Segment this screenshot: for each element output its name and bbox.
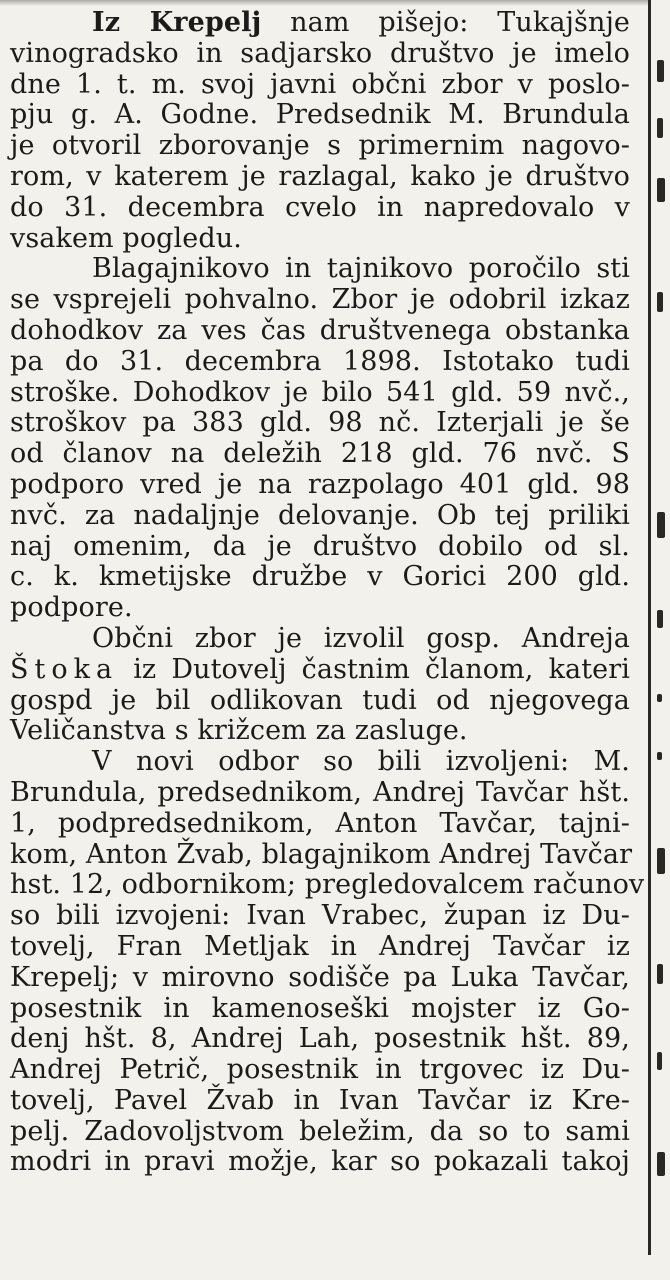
text-line: Andrej Petrič, posestnik in trgovec iz Du- [10, 1054, 630, 1086]
text-line: Veličanstva s križcem za zasluge. [10, 715, 468, 747]
text-fragment [657, 694, 662, 702]
text-line: tovelj, Fran Metljak in Andrej Tavčar iz [10, 930, 630, 962]
text-line: c. k. kmetijske družbe v Gorici 200 gld. [10, 561, 630, 593]
text-fragment [657, 118, 663, 138]
text-fragment [657, 1052, 662, 1070]
paragraph-2 [10, 254, 630, 624]
paragraph-1 [10, 8, 630, 254]
text-fragment [657, 848, 665, 874]
text-line: Brundula, predsednikom, Andrej Tavčar hšt. [10, 776, 630, 808]
text-line: naj omenim, da je društvo dobilo od sl. [10, 530, 630, 562]
text-fragment [657, 178, 665, 202]
text-line: so bili izvojeni: Ivan Vrabec, župan iz Du- [10, 900, 630, 932]
text-line: Štoka iz Dutovelj častnim članom, kateri [10, 653, 630, 685]
text-line: posestnik in kamenoseški mojster iz Go- [10, 992, 630, 1024]
paragraph-4 [10, 746, 645, 1178]
text-line: stroškov pa 383 gld. 98 nč. Izterjali je še [10, 407, 630, 439]
text-line: pa do 31. decembra 1898. Istotako tudi [10, 345, 630, 377]
article-column [10, 7, 645, 1178]
text-line: hst. 12, odbornikom; pregledovalcem računov [10, 869, 645, 901]
text-line: je otvoril zborovanje s primernim nagovo- [10, 130, 630, 162]
text-line: kom, Anton Žvab, blagajnikom Andrej Tavčar [10, 838, 633, 870]
text-line: Blagajnikovo in tajnikovo poročilo sti [92, 253, 630, 285]
cropped-previous-line [0, 0, 650, 6]
text-line: stroške. Dohodkov je bilo 541 gld. 59 nvč., [10, 376, 630, 408]
text-line: podporo vred je na razpolago 401 gld. 98 [10, 468, 630, 500]
text-line: Občni zbor je izvolil gosp. Andreja [92, 622, 630, 654]
spaced-name: Štoka [10, 653, 119, 685]
text-fragment [657, 512, 665, 538]
text-line: pju g. A. Godne. Predsednik M. Brundula [10, 99, 630, 131]
text-fragment [657, 60, 664, 82]
text-line: denj hšt. 8, Andrej Lah, posestnik hšt. 89, [10, 1023, 630, 1055]
text-fragment [657, 1152, 665, 1176]
text-fragment [657, 610, 663, 628]
column-divider [648, 0, 651, 1255]
text-fragment [657, 292, 663, 312]
text-line: vinogradsko in sadjarsko društvo je imelo [10, 37, 630, 69]
text-line: tovelj, Pavel Žvab in Ivan Tavčar iz Kre- [10, 1084, 630, 1116]
text-line: rom, v katerem je razlagal, kako je društvo [10, 160, 630, 192]
text-line: 1, podpredsednikom, Anton Tavčar, tajni- [10, 807, 630, 839]
text-line: se vsprejeli pohvalno. Zbor je odobril izkaz [10, 284, 630, 316]
article-heading: Iz Krepelj [92, 7, 262, 38]
text-line: modri in pravi možje, kar so pokazali takoj [10, 1146, 630, 1178]
text-line: Krepelj; v mirovno sodišče pa Luka Tavčar, [10, 961, 630, 993]
text-fragment [657, 752, 662, 760]
text-line: vsakem pogledu. [10, 222, 242, 254]
text-line: dohodkov za ves čas društvenega obstanka [10, 314, 630, 346]
text-line: dne 1. t. m. svoj javni občni zbor v poslo- [10, 68, 630, 100]
text-line: Iz Krepelj nam pišejo: Tukajšnje [92, 7, 630, 38]
text-line: nvč. za nadaljnje delovanje. Ob tej priliki [10, 499, 630, 531]
text-line: V novi odbor so bili izvoljeni: M. [92, 746, 630, 778]
text-line: pelj. Zadovoljstvom beležim, da so to sami [10, 1115, 630, 1147]
paragraph-3 [10, 624, 630, 747]
adjacent-column-fragments [654, 0, 670, 1280]
text-line: podpore. [10, 592, 133, 624]
text-line: do 31. decembra cvelo in napredovalo v [10, 191, 630, 223]
text-fragment [657, 964, 663, 984]
text-line: od članov na deležih 218 gld. 76 nvč. S [10, 438, 630, 470]
text-line: gospd je bil odlikovan tudi od njegovega [10, 684, 630, 716]
